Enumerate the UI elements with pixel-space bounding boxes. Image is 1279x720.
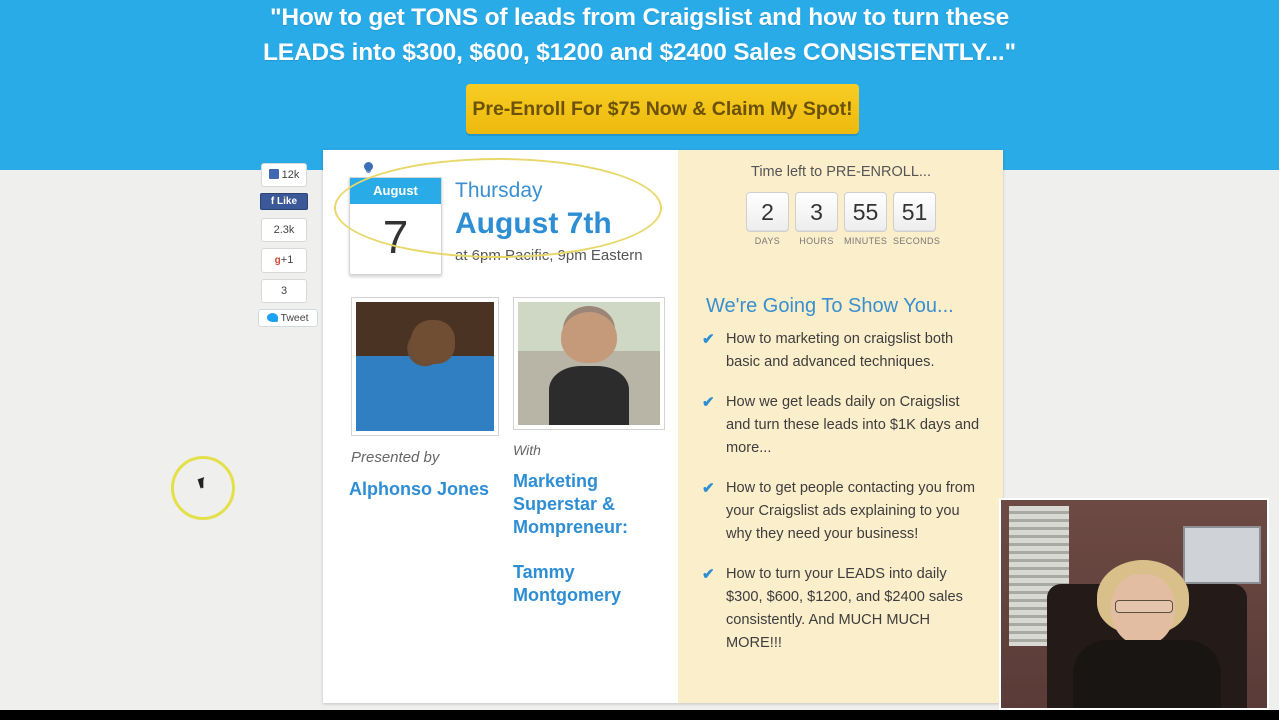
webcam-overlay[interactable] — [999, 498, 1269, 710]
calendar-widget — [349, 177, 442, 275]
tweet-label: Tweet — [280, 312, 309, 324]
google-plus-label: +1 — [280, 254, 294, 266]
event-weekday: Thursday — [455, 179, 543, 202]
facebook-share-count[interactable] — [261, 163, 307, 187]
facebook-f-icon: f — [270, 196, 275, 207]
cohost-photo-image — [518, 302, 660, 425]
presenter-photo — [351, 297, 499, 436]
countdown-days-value: 2 — [746, 192, 789, 232]
cohost-name: Tammy Montgomery — [513, 562, 621, 605]
cohost-title: Marketing Superstar & Mompreneur: — [513, 471, 629, 537]
countdown-seconds-value: 51 — [893, 192, 936, 232]
countdown-unit-hours — [795, 192, 838, 246]
countdown-seconds-caption: SECONDS — [893, 236, 941, 246]
card-right-column — [678, 150, 1003, 703]
social-share-rail — [258, 163, 310, 327]
headline-line-1: "How to get TONS of leads from Craigslist and how to turn these — [269, 4, 1010, 31]
tweet-button[interactable] — [258, 309, 318, 327]
benefit-item-text: How to marketing on craigslist both basic and advanced techniques. — [726, 331, 954, 370]
facebook-like-label: Like — [277, 196, 298, 207]
secondary-share-count[interactable]: 2.3k — [261, 218, 307, 242]
glasses-icon — [1115, 600, 1173, 613]
with-label: With — [513, 442, 541, 458]
presented-by-label: Presented by — [351, 449, 440, 466]
webinar-card — [323, 150, 1003, 703]
webcam-presenter-body — [1073, 640, 1221, 710]
cohost-photo — [513, 297, 665, 430]
card-left-column — [323, 150, 678, 703]
headline-line-2: LEADS into $300, $600, $1200 and $2400 Sales CONSISTENTLY..." — [263, 39, 1016, 66]
benefits-list — [696, 328, 986, 672]
pin-icon — [364, 162, 373, 171]
google-plus-button[interactable] — [261, 248, 307, 273]
countdown-hours-caption: HOURS — [799, 236, 834, 246]
benefit-item — [696, 391, 986, 460]
benefit-item — [696, 477, 986, 546]
countdown-timer — [696, 164, 986, 246]
page-headline — [0, 0, 1279, 70]
google-plus-count[interactable]: 3 — [261, 279, 307, 303]
event-date: August 7th — [455, 207, 612, 240]
event-time: at 6pm Pacific, 9pm Eastern — [455, 247, 643, 264]
presenter-photo-image — [356, 302, 494, 431]
countdown-unit-seconds — [893, 192, 941, 246]
presenter-name: Alphonso Jones — [349, 479, 490, 499]
countdown-minutes-caption: MINUTES — [844, 236, 888, 246]
benefit-item-text: How to get people contacting you from your Craigslist ads explaining to you why they need your business! — [726, 480, 976, 542]
facebook-share-count-label: 12k — [281, 169, 300, 181]
countdown-unit-days — [746, 192, 789, 246]
countdown-units — [746, 192, 941, 246]
twitter-bird-icon — [267, 313, 278, 322]
page-header — [0, 0, 1279, 170]
benefit-item — [696, 328, 986, 374]
countdown-days-caption: DAYS — [754, 236, 781, 246]
check-icon: ✔ — [702, 331, 715, 348]
check-icon: ✔ — [702, 480, 715, 497]
benefit-item — [696, 563, 986, 655]
thumbs-up-icon — [269, 169, 279, 179]
webcam-window — [1183, 526, 1261, 584]
pre-enroll-button[interactable]: Pre-Enroll For $75 Now & Claim My Spot! — [466, 84, 859, 134]
countdown-unit-minutes — [844, 192, 887, 246]
countdown-hours-value: 3 — [795, 192, 838, 232]
event-date-block — [455, 178, 670, 264]
benefit-item-text: How to turn your LEADS into daily $300, $600, $1200, and $2400 sales consistently. And MUCH MUCH MORE!!! — [726, 566, 963, 651]
calendar-day: 7 — [382, 211, 409, 263]
calendar-month: August — [350, 178, 441, 204]
check-icon: ✔ — [702, 566, 715, 583]
benefits-heading: We're Going To Show You... — [706, 295, 954, 317]
bottom-bar — [0, 710, 1279, 720]
countdown-label: Time left to PRE-ENROLL... — [751, 164, 931, 180]
google-plus-icon: g — [274, 255, 281, 266]
benefit-item-text: How we get leads daily on Craigslist and turn these leads into $1K days and more... — [726, 394, 980, 456]
check-icon: ✔ — [702, 394, 715, 411]
facebook-like-button[interactable] — [260, 193, 308, 210]
countdown-minutes-value: 55 — [844, 192, 887, 232]
